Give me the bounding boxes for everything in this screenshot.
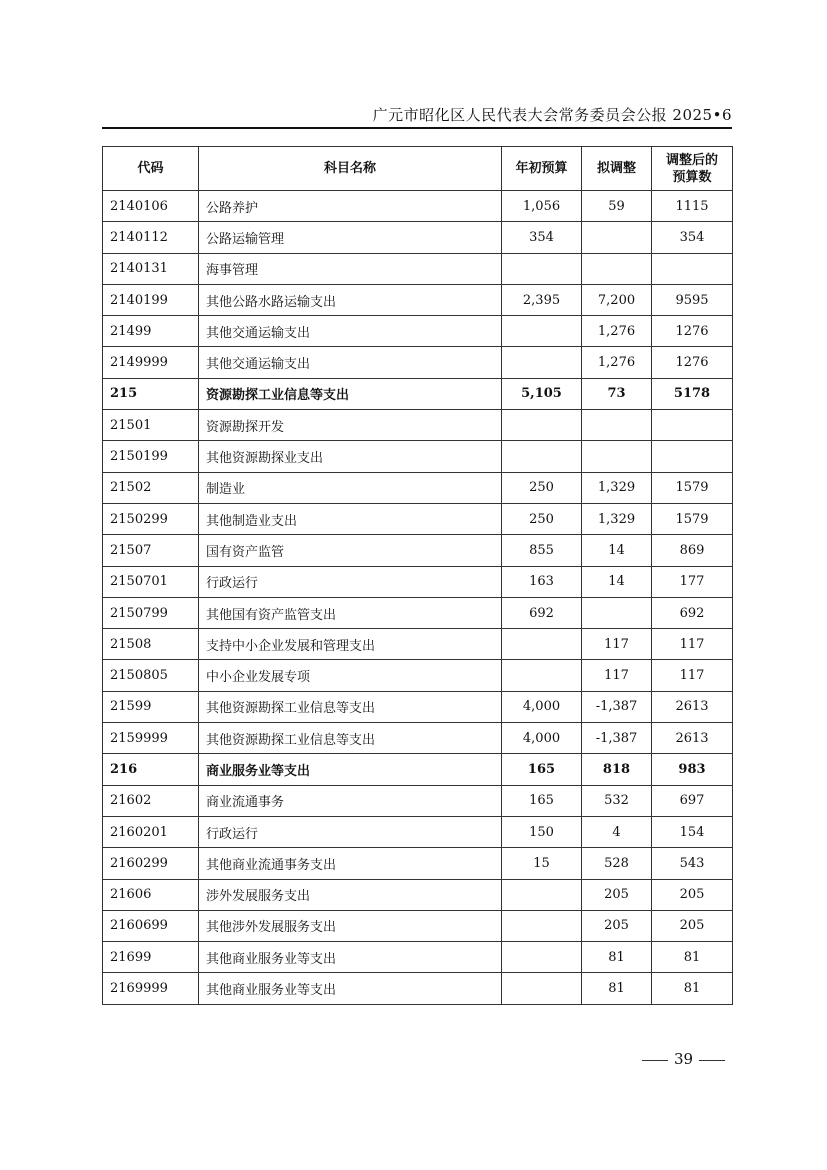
cell-code: 2150805 bbox=[103, 660, 199, 691]
table-row bbox=[103, 535, 733, 566]
cell-adjusted-budget: 205 bbox=[652, 910, 733, 941]
table-row bbox=[103, 472, 733, 503]
cell-name: 其他涉外发展服务支出 bbox=[199, 910, 502, 941]
cell-adjusted-budget: 1579 bbox=[652, 503, 733, 534]
cell-name: 其他国有资产监管支出 bbox=[199, 597, 502, 628]
cell-adjustment bbox=[582, 597, 652, 628]
cell-adjusted-budget: 2613 bbox=[652, 723, 733, 754]
cell-initial-budget: 354 bbox=[502, 222, 582, 253]
cell-adjusted-budget: 1276 bbox=[652, 347, 733, 378]
column-header-adjust: 拟调整 bbox=[582, 147, 652, 191]
table-row bbox=[103, 347, 733, 378]
cell-adjusted-budget bbox=[652, 410, 733, 441]
cell-initial-budget bbox=[502, 910, 582, 941]
table-row bbox=[103, 660, 733, 691]
cell-initial-budget: 250 bbox=[502, 472, 582, 503]
cell-adjustment: 81 bbox=[582, 942, 652, 973]
column-header-initial: 年初预算 bbox=[502, 147, 582, 191]
cell-adjustment: 1,329 bbox=[582, 472, 652, 503]
cell-initial-budget bbox=[502, 441, 582, 472]
header-divider bbox=[102, 127, 732, 129]
cell-name: 资源勘探工业信息等支出 bbox=[199, 378, 502, 409]
cell-initial-budget bbox=[502, 629, 582, 660]
cell-adjustment: 117 bbox=[582, 660, 652, 691]
table-row bbox=[103, 316, 733, 347]
cell-initial-budget bbox=[502, 942, 582, 973]
table-row bbox=[103, 191, 733, 222]
cell-adjusted-budget: 2613 bbox=[652, 691, 733, 722]
cell-adjusted-budget: 81 bbox=[652, 942, 733, 973]
cell-name: 国有资产监管 bbox=[199, 535, 502, 566]
cell-adjustment: 14 bbox=[582, 566, 652, 597]
table-row bbox=[103, 566, 733, 597]
cell-name: 其他制造业支出 bbox=[199, 503, 502, 534]
cell-adjusted-budget: 1115 bbox=[652, 191, 733, 222]
page-header bbox=[102, 100, 732, 126]
cell-code: 2140131 bbox=[103, 253, 199, 284]
cell-adjustment bbox=[582, 441, 652, 472]
footer-dash-left bbox=[642, 1060, 668, 1061]
cell-name: 其他商业流通事务支出 bbox=[199, 848, 502, 879]
cell-adjusted-budget: 177 bbox=[652, 566, 733, 597]
cell-adjusted-budget: 697 bbox=[652, 785, 733, 816]
table-row bbox=[103, 284, 733, 315]
table-row bbox=[103, 222, 733, 253]
cell-initial-budget bbox=[502, 253, 582, 284]
cell-name: 其他交通运输支出 bbox=[199, 347, 502, 378]
cell-code: 21507 bbox=[103, 535, 199, 566]
cell-adjusted-budget: 1579 bbox=[652, 472, 733, 503]
table-row bbox=[103, 973, 733, 1004]
cell-adjusted-budget: 117 bbox=[652, 629, 733, 660]
cell-initial-budget bbox=[502, 347, 582, 378]
cell-name: 支持中小企业发展和管理支出 bbox=[199, 629, 502, 660]
cell-adjustment: 4 bbox=[582, 816, 652, 847]
cell-code: 2160699 bbox=[103, 910, 199, 941]
table-row bbox=[103, 410, 733, 441]
table-row bbox=[103, 597, 733, 628]
cell-code: 21699 bbox=[103, 942, 199, 973]
cell-name: 行政运行 bbox=[199, 566, 502, 597]
cell-name: 商业服务业等支出 bbox=[199, 754, 502, 785]
cell-initial-budget bbox=[502, 410, 582, 441]
cell-name: 中小企业发展专项 bbox=[199, 660, 502, 691]
table-row bbox=[103, 378, 733, 409]
column-header-adjusted bbox=[652, 147, 733, 191]
cell-adjusted-budget: 81 bbox=[652, 973, 733, 1004]
table-row bbox=[103, 816, 733, 847]
page-number: 39 bbox=[674, 1050, 694, 1068]
table-row bbox=[103, 441, 733, 472]
column-header-adjusted-line1: 调整后的 bbox=[665, 152, 718, 168]
cell-code: 2159999 bbox=[103, 723, 199, 754]
cell-adjustment: 1,276 bbox=[582, 316, 652, 347]
cell-adjustment bbox=[582, 222, 652, 253]
cell-initial-budget bbox=[502, 973, 582, 1004]
cell-adjusted-budget: 205 bbox=[652, 879, 733, 910]
cell-name: 资源勘探开发 bbox=[199, 410, 502, 441]
cell-adjusted-budget: 1276 bbox=[652, 316, 733, 347]
cell-code: 21508 bbox=[103, 629, 199, 660]
cell-adjusted-budget: 869 bbox=[652, 535, 733, 566]
cell-initial-budget: 15 bbox=[502, 848, 582, 879]
cell-initial-budget bbox=[502, 879, 582, 910]
cell-code: 2149999 bbox=[103, 347, 199, 378]
cell-adjusted-budget: 5178 bbox=[652, 378, 733, 409]
cell-code: 21602 bbox=[103, 785, 199, 816]
cell-code: 21501 bbox=[103, 410, 199, 441]
cell-initial-budget: 692 bbox=[502, 597, 582, 628]
cell-adjusted-budget: 9595 bbox=[652, 284, 733, 315]
cell-initial-budget: 165 bbox=[502, 785, 582, 816]
cell-adjustment: 81 bbox=[582, 973, 652, 1004]
cell-initial-budget: 855 bbox=[502, 535, 582, 566]
table-row bbox=[103, 879, 733, 910]
cell-name: 公路运输管理 bbox=[199, 222, 502, 253]
cell-initial-budget: 250 bbox=[502, 503, 582, 534]
cell-code: 2150799 bbox=[103, 597, 199, 628]
cell-code: 2150299 bbox=[103, 503, 199, 534]
cell-adjustment: 205 bbox=[582, 879, 652, 910]
cell-adjustment: 205 bbox=[582, 910, 652, 941]
cell-adjusted-budget: 117 bbox=[652, 660, 733, 691]
cell-name: 商业流通事务 bbox=[199, 785, 502, 816]
column-header-code: 代码 bbox=[103, 147, 199, 191]
cell-code: 2140112 bbox=[103, 222, 199, 253]
cell-code: 215 bbox=[103, 378, 199, 409]
cell-initial-budget: 5,105 bbox=[502, 378, 582, 409]
cell-adjusted-budget: 354 bbox=[652, 222, 733, 253]
cell-adjusted-budget: 154 bbox=[652, 816, 733, 847]
table-row bbox=[103, 910, 733, 941]
cell-initial-budget bbox=[502, 316, 582, 347]
footer-dash-right bbox=[699, 1060, 725, 1061]
cell-name: 行政运行 bbox=[199, 816, 502, 847]
cell-initial-budget bbox=[502, 660, 582, 691]
cell-name: 公路养护 bbox=[199, 191, 502, 222]
cell-code: 2140199 bbox=[103, 284, 199, 315]
cell-adjustment bbox=[582, 253, 652, 284]
cell-code: 2169999 bbox=[103, 973, 199, 1004]
table-row bbox=[103, 253, 733, 284]
cell-adjustment: 59 bbox=[582, 191, 652, 222]
cell-initial-budget: 4,000 bbox=[502, 723, 582, 754]
table-row bbox=[103, 785, 733, 816]
cell-adjustment: 14 bbox=[582, 535, 652, 566]
cell-adjusted-budget: 543 bbox=[652, 848, 733, 879]
cell-name: 涉外发展服务支出 bbox=[199, 879, 502, 910]
cell-initial-budget: 163 bbox=[502, 566, 582, 597]
cell-code: 2160201 bbox=[103, 816, 199, 847]
cell-code: 2160299 bbox=[103, 848, 199, 879]
table-body bbox=[103, 191, 733, 1005]
table-row bbox=[103, 848, 733, 879]
cell-name: 其他交通运输支出 bbox=[199, 316, 502, 347]
cell-initial-budget: 150 bbox=[502, 816, 582, 847]
cell-code: 2140106 bbox=[103, 191, 199, 222]
cell-adjusted-budget: 983 bbox=[652, 754, 733, 785]
cell-code: 2150199 bbox=[103, 441, 199, 472]
cell-adjustment: 7,200 bbox=[582, 284, 652, 315]
cell-adjustment: 117 bbox=[582, 629, 652, 660]
cell-code: 216 bbox=[103, 754, 199, 785]
cell-name: 其他资源勘探工业信息等支出 bbox=[199, 723, 502, 754]
cell-name: 其他公路水路运输支出 bbox=[199, 284, 502, 315]
cell-adjustment: 73 bbox=[582, 378, 652, 409]
cell-code: 2150701 bbox=[103, 566, 199, 597]
table-row bbox=[103, 503, 733, 534]
cell-initial-budget: 165 bbox=[502, 754, 582, 785]
column-header-adjusted-line2: 预算数 bbox=[672, 169, 712, 185]
page-footer bbox=[636, 1050, 731, 1068]
cell-adjustment: 1,329 bbox=[582, 503, 652, 534]
column-header-name: 科目名称 bbox=[199, 147, 502, 191]
table-row bbox=[103, 754, 733, 785]
cell-code: 21599 bbox=[103, 691, 199, 722]
cell-adjustment: 532 bbox=[582, 785, 652, 816]
cell-adjustment: 818 bbox=[582, 754, 652, 785]
cell-initial-budget: 2,395 bbox=[502, 284, 582, 315]
cell-adjustment bbox=[582, 410, 652, 441]
cell-name: 制造业 bbox=[199, 472, 502, 503]
cell-code: 21499 bbox=[103, 316, 199, 347]
cell-name: 其他商业服务业等支出 bbox=[199, 942, 502, 973]
cell-adjustment: -1,387 bbox=[582, 723, 652, 754]
cell-initial-budget: 4,000 bbox=[502, 691, 582, 722]
table-row bbox=[103, 723, 733, 754]
table-row bbox=[103, 629, 733, 660]
cell-adjustment: 528 bbox=[582, 848, 652, 879]
cell-initial-budget: 1,056 bbox=[502, 191, 582, 222]
cell-adjusted-budget: 692 bbox=[652, 597, 733, 628]
table-header-row bbox=[103, 147, 733, 191]
cell-name: 海事管理 bbox=[199, 253, 502, 284]
budget-table bbox=[102, 146, 733, 1005]
table-row bbox=[103, 691, 733, 722]
cell-adjusted-budget bbox=[652, 253, 733, 284]
header-title: 广元市昭化区人民代表大会常务委员会公报 2025•6 bbox=[372, 106, 732, 124]
cell-name: 其他资源勘探工业信息等支出 bbox=[199, 691, 502, 722]
table-row bbox=[103, 942, 733, 973]
cell-adjustment: 1,276 bbox=[582, 347, 652, 378]
cell-code: 21606 bbox=[103, 879, 199, 910]
cell-name: 其他商业服务业等支出 bbox=[199, 973, 502, 1004]
cell-code: 21502 bbox=[103, 472, 199, 503]
cell-adjustment: -1,387 bbox=[582, 691, 652, 722]
cell-adjusted-budget bbox=[652, 441, 733, 472]
cell-name: 其他资源勘探业支出 bbox=[199, 441, 502, 472]
